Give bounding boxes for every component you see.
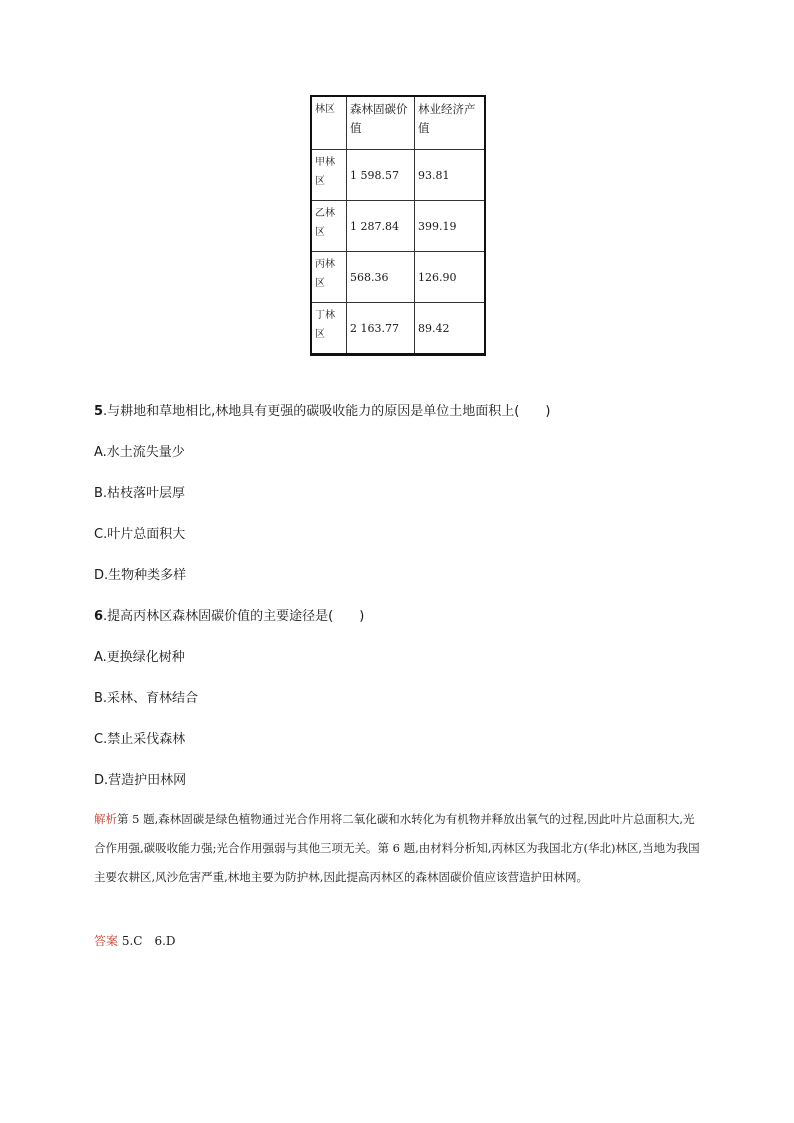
carbon-value-cell: 1 598.57: [347, 150, 415, 201]
option-a: A.水土流失量少: [94, 445, 185, 460]
row-label: 丁林区: [311, 303, 347, 355]
option-c: C.叶片总面积大: [94, 527, 186, 542]
question-text: .与耕地和草地相比,林地具有更强的碳吸收能力的原因是单位土地面积上( ): [103, 404, 551, 419]
option-c: C.禁止采伐森林: [94, 732, 186, 747]
option-b: B.采林、育林结合: [94, 691, 199, 706]
carbon-value-cell: 2 163.77: [347, 303, 415, 355]
question-5: [94, 400, 550, 419]
carbon-value-cell: 1 287.84: [347, 201, 415, 252]
output-value-cell: 399.19: [415, 201, 486, 252]
analysis-text: 第 5 题,森林固碳是绿色植物通过光合作用将二氧化碳和水转化为有机物并释放出氧气的过程,因此叶片总面积大,光合作用强,碳吸收能力强;光合作用强弱与其他三项无关。第 6 题,由材料分析知,丙林区为我国北方(华北)林区,当地为我国主要农耕区,风沙危害严重,林地主要为防护林,因此提高丙林区的森林固碳价值应该营造护田林网。: [94, 812, 700, 884]
forest-data-table: [310, 95, 486, 356]
output-value-cell: 126.90: [415, 252, 486, 303]
row-label: 丙林区: [311, 252, 347, 303]
table-row: [311, 303, 485, 355]
table-header-row: [311, 96, 485, 150]
option-b: B.枯枝落叶层厚: [94, 486, 186, 501]
answer-label: 答案: [94, 934, 119, 948]
output-value-cell: 93.81: [415, 150, 486, 201]
question-text: .提高丙林区森林固碳价值的主要途径是( ): [103, 609, 365, 624]
answer-line: [94, 932, 176, 949]
option-d: D.生物种类多样: [94, 568, 187, 583]
table-row: [311, 150, 485, 201]
option-d: D.营造护田林网: [94, 773, 187, 788]
answer-text: 5.C 6.D: [121, 934, 176, 948]
table-row: [311, 201, 485, 252]
row-label: 乙林区: [311, 201, 347, 252]
header-cell: 林业经济产值: [415, 96, 486, 150]
carbon-value-cell: 568.36: [347, 252, 415, 303]
row-label: 甲林区: [311, 150, 347, 201]
analysis-label: 解析: [94, 812, 117, 826]
table-row: [311, 252, 485, 303]
option-a: A.更换绿化树种: [94, 650, 185, 665]
question-number: 6: [94, 609, 104, 624]
question-6: [94, 605, 364, 624]
header-cell: 森林固碳价值: [347, 96, 415, 150]
output-value-cell: 89.42: [415, 303, 486, 355]
question-number: 5: [94, 404, 104, 419]
analysis-paragraph: [94, 805, 704, 892]
header-cell: 林区: [311, 96, 347, 150]
data-table-container: [310, 95, 486, 356]
